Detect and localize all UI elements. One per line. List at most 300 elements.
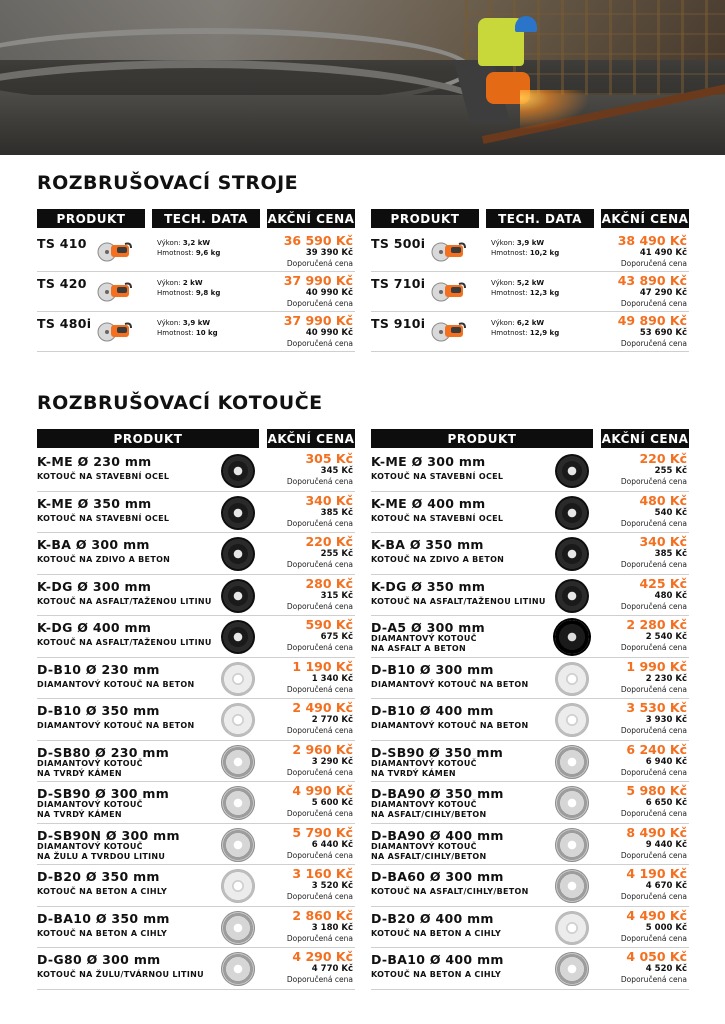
cut-off-machine-icon xyxy=(431,238,467,262)
recommended-price-label: Doporučená cena xyxy=(286,339,353,348)
price-block xyxy=(621,743,687,778)
disc-description: KOTOUČ NA ASFALT/TAŽENOU LITINU xyxy=(371,596,546,606)
tech-data xyxy=(157,238,220,258)
disc-description: DIAMANTOVÝ KOTOUČ NA TVRDÝ KÁMEN xyxy=(371,758,477,778)
weight-label: Hmotnost: xyxy=(491,329,528,337)
disc-description: KOTOUČ NA BETON A CIHLY xyxy=(371,928,502,938)
disc-row xyxy=(37,616,355,658)
recommended-price-label: Doporučená cena xyxy=(620,850,687,860)
disc-description: DIAMANTOVÝ KOTOUČ NA ASFALT A BETON xyxy=(371,634,477,653)
sparks xyxy=(520,90,590,130)
weight-line xyxy=(491,248,559,258)
disc-name: D-B10 Ø 400 mm xyxy=(371,703,494,718)
power-value: 5,2 kW xyxy=(516,279,545,287)
original-price: 2 230 Kč xyxy=(645,673,687,684)
disc-name: D-SB90N Ø 300 mm xyxy=(37,827,180,843)
recommended-price-label: Doporučená cena xyxy=(620,477,687,486)
price-block xyxy=(287,660,353,695)
original-price: 39 390 Kč xyxy=(305,248,353,258)
price-block xyxy=(287,743,353,778)
original-price: 385 Kč xyxy=(654,549,687,559)
machine-name: TS 410 xyxy=(37,236,87,251)
diamond-disc-icon xyxy=(221,869,255,903)
disc-name: D-G80 Ø 300 mm xyxy=(37,952,161,967)
sale-price: 43 890 Kč xyxy=(617,273,687,288)
diamond-disc-icon xyxy=(555,911,589,945)
disc-row xyxy=(371,824,689,866)
machine-row xyxy=(37,312,355,352)
power-label: Výkon: xyxy=(157,319,181,327)
power-label: Výkon: xyxy=(157,239,181,247)
disc-row xyxy=(37,492,355,534)
sale-price: 4 050 Kč xyxy=(626,949,687,964)
tech-data xyxy=(491,238,559,258)
weight-label: Hmotnost: xyxy=(491,249,528,257)
recommended-price-label: Doporučená cena xyxy=(286,643,353,652)
diamond-disc-icon xyxy=(555,662,589,696)
disc-description: DIAMANTOVÝ KOTOUČ NA TVRDÝ KÁMEN xyxy=(37,800,143,819)
segment-disc-icon xyxy=(221,786,255,820)
price-block xyxy=(287,535,353,570)
hero-photo xyxy=(0,0,725,155)
power-label: Výkon: xyxy=(157,279,181,287)
original-price: 385 Kč xyxy=(320,507,353,518)
machine-row xyxy=(37,272,355,312)
original-price: 53 690 Kč xyxy=(639,328,687,338)
recommended-price-label: Doporučená cena xyxy=(286,767,353,777)
recommended-price-label: Doporučená cena xyxy=(286,850,353,860)
power-label: Výkon: xyxy=(491,279,515,287)
sale-price: 425 Kč xyxy=(639,575,687,591)
price-block xyxy=(287,577,353,612)
machine-name: TS 910i xyxy=(371,316,426,331)
sale-price: 36 590 Kč xyxy=(283,233,353,248)
cut-off-machine-icon xyxy=(97,318,133,342)
disc-row xyxy=(371,699,689,741)
weight-line xyxy=(157,328,218,338)
original-price: 47 290 Kč xyxy=(639,288,687,298)
machines-right-header-product: PRODUKT xyxy=(371,209,479,228)
machine-row xyxy=(371,312,689,352)
segment-disc-icon xyxy=(555,828,589,862)
tech-data xyxy=(157,278,220,298)
original-price: 6 440 Kč xyxy=(311,839,353,850)
sale-price: 220 Kč xyxy=(639,451,687,466)
star-disc-icon xyxy=(555,620,589,654)
disc-row xyxy=(371,782,689,824)
power-label: Výkon: xyxy=(491,319,515,327)
original-price: 2 540 Kč xyxy=(645,632,687,642)
sale-price: 4 490 Kč xyxy=(626,907,687,923)
price-block xyxy=(621,867,687,902)
disc-row xyxy=(37,450,355,492)
black-disc-icon xyxy=(221,496,255,530)
disc-description: KOTOUČ NA ZDIVO A BETON xyxy=(37,555,171,564)
original-price: 3 520 Kč xyxy=(311,881,353,891)
black-disc-icon xyxy=(555,579,589,613)
power-label: Výkon: xyxy=(491,239,515,247)
original-price: 41 490 Kč xyxy=(639,248,687,258)
disc-description: DIAMANTOVÝ KOTOUČ NA BETON xyxy=(37,721,195,730)
recommended-price-label: Doporučená cena xyxy=(620,259,687,268)
recommended-price-label: Doporučená cena xyxy=(620,560,687,569)
cut-off-machine-icon xyxy=(97,238,133,262)
price-block xyxy=(618,234,687,269)
machines-right-header-price: AKČNÍ CENA xyxy=(601,209,689,228)
recommended-price-label: Doporučená cena xyxy=(620,518,687,528)
original-price: 9 440 Kč xyxy=(645,839,687,850)
segment-disc-icon xyxy=(555,786,589,820)
weight-value: 12,9 kg xyxy=(529,329,560,337)
disc-row xyxy=(37,782,355,824)
weight-label: Hmotnost: xyxy=(157,249,194,257)
recommended-price-label: Doporučená cena xyxy=(620,299,687,308)
original-price: 2 770 Kč xyxy=(311,715,353,725)
power-value: 3,9 kW xyxy=(516,239,545,247)
original-price: 5 600 Kč xyxy=(311,798,353,808)
price-block xyxy=(621,618,687,653)
price-block xyxy=(621,452,687,487)
discs-left-header-price: AKČNÍ CENA xyxy=(267,429,355,448)
weight-label: Hmotnost: xyxy=(157,289,194,297)
machine-name: TS 710i xyxy=(371,276,426,291)
weight-line xyxy=(491,288,559,298)
price-block xyxy=(618,314,687,349)
sale-price: 3 530 Kč xyxy=(626,700,687,715)
original-price: 6 940 Kč xyxy=(645,756,687,767)
diamond-disc-icon xyxy=(221,703,255,737)
disc-description: DIAMANTOVÝ KOTOUČ NA TVRDÝ KÁMEN xyxy=(37,758,143,778)
price-block xyxy=(287,909,353,944)
weight-value: 9,8 kg xyxy=(195,289,221,297)
disc-row xyxy=(371,450,689,492)
price-block xyxy=(621,950,687,985)
machines-left-header-price: AKČNÍ CENA xyxy=(267,209,355,228)
cut-off-machine-icon xyxy=(97,278,133,302)
disc-row xyxy=(37,575,355,617)
disc-row xyxy=(371,616,689,658)
original-price: 40 990 Kč xyxy=(305,328,353,338)
machines-left-header-product: PRODUKT xyxy=(37,209,145,228)
segment-disc-icon xyxy=(555,745,589,779)
disc-description: KOTOUČ NA STAVEBNÍ OCEL xyxy=(37,513,170,523)
power-value: 2 kW xyxy=(182,279,203,287)
price-block xyxy=(284,274,353,309)
disc-name: D-SB80 Ø 230 mm xyxy=(37,744,170,760)
sale-price: 305 Kč xyxy=(305,451,353,466)
disc-row xyxy=(37,824,355,866)
black-disc-icon xyxy=(221,454,255,488)
recommended-price-label: Doporučená cena xyxy=(286,299,353,308)
price-block xyxy=(287,494,353,529)
sale-price: 280 Kč xyxy=(305,575,353,591)
disc-description: KOTOUČ NA STAVEBNÍ OCEL xyxy=(371,513,504,523)
concrete-floor xyxy=(0,95,725,155)
sale-price: 340 Kč xyxy=(305,492,353,508)
weight-label: Hmotnost: xyxy=(491,289,528,297)
disc-name: D-B20 Ø 350 mm xyxy=(37,869,160,884)
price-block xyxy=(287,452,353,487)
sale-price: 4 290 Kč xyxy=(292,949,353,964)
sale-price: 6 240 Kč xyxy=(626,741,687,757)
disc-description: DIAMANTOVÝ KOTOUČ NA BETON xyxy=(37,679,195,689)
weight-line xyxy=(157,248,220,258)
disc-description: DIAMANTOVÝ KOTOUČ NA ŽULU A TVRDOU LITINU xyxy=(37,841,166,861)
sale-price: 1 190 Kč xyxy=(292,658,353,674)
price-block xyxy=(621,535,687,570)
price-block xyxy=(618,274,687,309)
weight-value: 12,3 kg xyxy=(529,289,560,297)
disc-name: D-BA90 Ø 350 mm xyxy=(371,786,504,801)
original-price: 540 Kč xyxy=(654,507,687,518)
sale-price: 49 890 Kč xyxy=(617,313,687,328)
sale-price: 2 860 Kč xyxy=(292,907,353,923)
sale-price: 2 960 Kč xyxy=(292,741,353,757)
disc-description: DIAMANTOVÝ KOTOUČ NA ASFALT/CIHLY/BETON xyxy=(371,841,487,861)
price-block xyxy=(621,826,687,861)
recommended-price-label: Doporučená cena xyxy=(286,259,353,268)
recommended-price-label: Doporučená cena xyxy=(620,726,687,735)
disc-row xyxy=(37,699,355,741)
segment-disc-icon xyxy=(221,952,255,986)
diamond-disc-icon xyxy=(221,662,255,696)
black-disc-icon xyxy=(221,537,255,571)
discs-left-header-product: PRODUKT xyxy=(37,429,259,448)
sale-price: 220 Kč xyxy=(305,534,353,549)
sale-price: 4 190 Kč xyxy=(626,866,687,881)
weight-line xyxy=(157,288,220,298)
machines-section-title: ROZBRUŠOVACÍ STROJE xyxy=(37,172,299,194)
price-block xyxy=(621,701,687,736)
price-block xyxy=(621,494,687,529)
power-line xyxy=(491,238,559,248)
disc-row xyxy=(371,741,689,783)
machine-name: TS 480i xyxy=(37,316,92,331)
tech-data xyxy=(491,278,559,298)
cut-off-machine-icon xyxy=(431,278,467,302)
disc-description: KOTOUČ NA STAVEBNÍ OCEL xyxy=(371,472,504,481)
original-price: 5 000 Kč xyxy=(645,922,687,933)
original-price: 40 990 Kč xyxy=(305,288,353,298)
disc-description: KOTOUČ NA ASFALT/TAŽENOU LITINU xyxy=(37,638,212,647)
discs-right-header-price: AKČNÍ CENA xyxy=(601,429,689,448)
black-disc-icon xyxy=(555,537,589,571)
disc-row xyxy=(37,948,355,990)
price-block xyxy=(287,618,353,653)
power-line xyxy=(157,238,220,248)
sale-price: 37 990 Kč xyxy=(283,313,353,328)
black-disc-icon xyxy=(555,454,589,488)
disc-name: K-DG Ø 300 mm xyxy=(37,578,152,594)
disc-row xyxy=(37,533,355,575)
weight-value: 10 kg xyxy=(195,329,218,337)
disc-description: DIAMANTOVÝ KOTOUČ NA BETON xyxy=(371,679,529,689)
disc-row xyxy=(371,575,689,617)
segment-disc-icon xyxy=(221,911,255,945)
sale-price: 480 Kč xyxy=(639,492,687,508)
disc-name: D-B20 Ø 400 mm xyxy=(371,910,494,926)
disc-name: K-DG Ø 350 mm xyxy=(371,578,486,594)
price-block xyxy=(287,950,353,985)
disc-row xyxy=(37,865,355,907)
recommended-price-label: Doporučená cena xyxy=(286,975,353,984)
weight-value: 10,2 kg xyxy=(529,249,560,257)
original-price: 675 Kč xyxy=(320,632,353,642)
disc-description: KOTOUČ NA ASFALT/TAŽENOU LITINU xyxy=(37,596,212,606)
segment-disc-icon xyxy=(555,952,589,986)
sale-price: 2 280 Kč xyxy=(626,617,687,632)
recommended-price-label: Doporučená cena xyxy=(286,518,353,528)
original-price: 255 Kč xyxy=(654,466,687,476)
original-price: 3 180 Kč xyxy=(311,922,353,933)
original-price: 1 340 Kč xyxy=(311,673,353,684)
disc-name: D-B10 Ø 230 mm xyxy=(37,661,160,677)
original-price: 4 770 Kč xyxy=(311,964,353,974)
price-block xyxy=(621,660,687,695)
recommended-price-label: Doporučená cena xyxy=(286,726,353,735)
disc-name: D-BA60 Ø 300 mm xyxy=(371,869,504,884)
weight-label: Hmotnost: xyxy=(157,329,194,337)
segment-disc-icon xyxy=(221,828,255,862)
disc-row xyxy=(37,907,355,949)
power-line xyxy=(157,278,220,288)
tech-data xyxy=(491,318,559,338)
sale-price: 38 490 Kč xyxy=(617,233,687,248)
recommended-price-label: Doporučená cena xyxy=(286,477,353,486)
sale-price: 2 490 Kč xyxy=(292,700,353,715)
disc-description: KOTOUČ NA STAVEBNÍ OCEL xyxy=(37,472,170,481)
sale-price: 590 Kč xyxy=(305,617,353,632)
machines-right-header-tech: TECH. DATA xyxy=(486,209,594,228)
power-value: 3,2 kW xyxy=(182,239,211,247)
disc-name: K-ME Ø 400 mm xyxy=(371,495,486,511)
tech-data xyxy=(157,318,218,338)
weight-line xyxy=(491,328,559,338)
recommended-price-label: Doporučená cena xyxy=(620,684,687,694)
cut-off-machine-icon xyxy=(431,318,467,342)
sale-price: 5 980 Kč xyxy=(626,783,687,798)
disc-row xyxy=(371,865,689,907)
recommended-price-label: Doporučená cena xyxy=(620,809,687,818)
machine-name: TS 500i xyxy=(371,236,426,251)
original-price: 3 290 Kč xyxy=(311,756,353,767)
discs-right-header-product: PRODUKT xyxy=(371,429,593,448)
power-value: 6,2 kW xyxy=(516,319,545,327)
price-block xyxy=(621,784,687,819)
disc-row xyxy=(371,907,689,949)
recommended-price-label: Doporučená cena xyxy=(286,809,353,818)
weight-value: 9,6 kg xyxy=(195,249,221,257)
original-price: 4 670 Kč xyxy=(645,881,687,891)
sale-price: 4 990 Kč xyxy=(292,783,353,798)
price-block xyxy=(287,701,353,736)
machine-row xyxy=(371,232,689,272)
disc-row xyxy=(371,533,689,575)
machine-row xyxy=(37,232,355,272)
disc-name: K-BA Ø 300 mm xyxy=(37,537,150,552)
segment-disc-icon xyxy=(221,745,255,779)
price-block xyxy=(287,867,353,902)
price-block xyxy=(284,234,353,269)
recommended-price-label: Doporučená cena xyxy=(286,560,353,569)
recommended-price-label: Doporučená cena xyxy=(620,601,687,611)
recommended-price-label: Doporučená cena xyxy=(286,601,353,611)
disc-name: D-BA10 Ø 400 mm xyxy=(371,952,504,967)
disc-row xyxy=(371,658,689,700)
disc-description: DIAMANTOVÝ KOTOUČ NA BETON xyxy=(371,721,529,730)
original-price: 3 930 Kč xyxy=(645,715,687,725)
recommended-price-label: Doporučená cena xyxy=(620,767,687,777)
recommended-price-label: Doporučená cena xyxy=(620,339,687,348)
disc-description: KOTOUČ NA BETON A CIHLY xyxy=(37,928,168,938)
disc-name: K-DG Ø 400 mm xyxy=(37,620,152,635)
disc-name: D-BA90 Ø 400 mm xyxy=(371,827,504,843)
sale-price: 340 Kč xyxy=(639,534,687,549)
power-line xyxy=(157,318,218,328)
disc-row xyxy=(37,658,355,700)
sale-price: 8 490 Kč xyxy=(626,824,687,840)
disc-description: KOTOUČ NA ZDIVO A BETON xyxy=(371,555,505,564)
recommended-price-label: Doporučená cena xyxy=(620,643,687,652)
segment-disc-icon xyxy=(555,869,589,903)
price-block xyxy=(284,314,353,349)
disc-name: D-SB90 Ø 350 mm xyxy=(371,744,504,760)
disc-name: K-ME Ø 300 mm xyxy=(371,454,486,469)
disc-name: D-B10 Ø 300 mm xyxy=(371,661,494,677)
disc-description: KOTOUČ NA ASFALT/CIHLY/BETON xyxy=(371,887,529,896)
disc-description: KOTOUČ NA BETON A CIHLY xyxy=(371,970,502,979)
original-price: 4 520 Kč xyxy=(645,964,687,974)
sale-price: 3 160 Kč xyxy=(292,866,353,881)
recommended-price-label: Doporučená cena xyxy=(620,975,687,984)
power-line xyxy=(491,318,559,328)
recommended-price-label: Doporučená cena xyxy=(286,892,353,901)
recommended-price-label: Doporučená cena xyxy=(620,892,687,901)
disc-description: KOTOUČ NA BETON A CIHLY xyxy=(37,887,168,896)
disc-description: KOTOUČ NA ŽULU/TVÁRNOU LITINU xyxy=(37,970,204,979)
disc-name: D-A5 Ø 300 mm xyxy=(371,620,485,635)
disc-description: DIAMANTOVÝ KOTOUČ NA ASFALT/CIHLY/BETON xyxy=(371,800,487,819)
sale-price: 37 990 Kč xyxy=(283,273,353,288)
black-disc-icon xyxy=(221,579,255,613)
sale-price: 5 790 Kč xyxy=(292,824,353,840)
discs-section-title: ROZBRUŠOVACÍ KOTOUČE xyxy=(37,392,323,414)
diamond-disc-icon xyxy=(555,703,589,737)
power-value: 3,9 kW xyxy=(182,319,211,327)
original-price: 480 Kč xyxy=(654,590,687,601)
original-price: 345 Kč xyxy=(320,466,353,476)
power-line xyxy=(491,278,559,288)
recommended-price-label: Doporučená cena xyxy=(286,933,353,943)
price-block xyxy=(287,784,353,819)
price-block xyxy=(287,826,353,861)
sale-price: 1 990 Kč xyxy=(626,658,687,674)
original-price: 315 Kč xyxy=(320,590,353,601)
price-block xyxy=(621,577,687,612)
disc-name: K-ME Ø 350 mm xyxy=(37,495,152,511)
price-block xyxy=(621,909,687,944)
black-disc-icon xyxy=(221,620,255,654)
black-disc-icon xyxy=(555,496,589,530)
recommended-price-label: Doporučená cena xyxy=(620,933,687,943)
disc-name: D-SB90 Ø 300 mm xyxy=(37,786,170,801)
disc-row xyxy=(371,492,689,534)
worker-helmet xyxy=(515,16,537,32)
disc-row xyxy=(371,948,689,990)
machines-left-header-tech: TECH. DATA xyxy=(152,209,260,228)
disc-name: K-BA Ø 350 mm xyxy=(371,537,484,552)
disc-name: D-B10 Ø 350 mm xyxy=(37,703,160,718)
